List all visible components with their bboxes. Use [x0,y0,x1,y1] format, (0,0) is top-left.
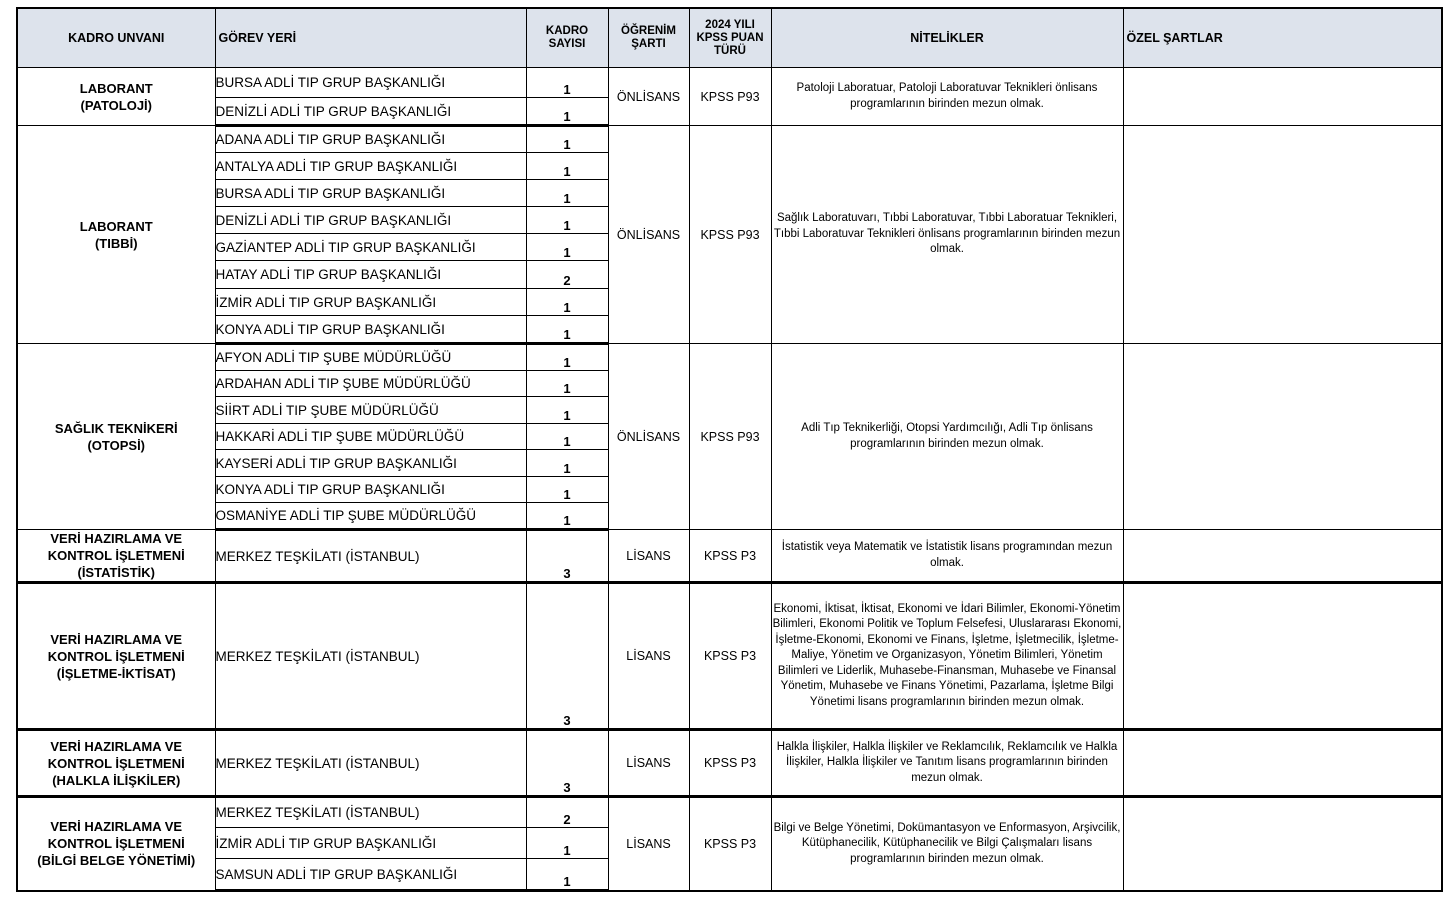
nitelikler-cell: İstatistik veya Matematik ve İstatistik lisans programından mezun olmak. [771,530,1123,583]
kadro-table [16,7,1443,892]
kadro-sayisi-cell: 1 [526,859,608,891]
kadro-unvani-line: KONTROL İŞLETMENİ [47,548,185,563]
ozel-sartlar-cell [1123,730,1442,797]
kadro-unvani-cell [17,583,215,730]
kadro-unvani-cell [17,797,215,891]
ozel-sartlar-cell [1123,797,1442,891]
gorev-yeri-cell: BURSA ADLİ TIP GRUP BAŞKANLIĞI [215,180,526,207]
kadro-sayisi-cell: 1 [526,180,608,207]
gorev-yeri-cell: MERKEZ TEŞKİLATI (İSTANBUL) [215,797,526,828]
gorev-yeri-cell: İZMİR ADLİ TIP GRUP BAŞKANLIĞI [215,828,526,859]
table-row [17,730,1442,797]
kadro-sayisi-cell: 1 [526,424,608,450]
kadro-unvani-line: (İŞLETME-İKTİSAT) [56,665,176,681]
nitelikler-cell: Ekonomi, İktisat, İktisat, Ekonomi ve İdari Bilimler, Ekonomi-Yönetim Bilimleri, Ekonomi Politik ve Toplum Felsefesi, Uluslararası Ekonomi, İşletme-Ekonomi, Ekonomi ve Finans, İşletme, İşletmecilik, İşletme-Maliye, Yönetim ve Organizasyon, Yönetim Bilimleri, Yönetim Bilimleri ve Liderlik, Muhasebe-Finansman, Muhasebe ve Finansal Yönetim, Muhasebe ve Finans Yönetimi, Pazarlama, İşletme Bilgi Yönetimi lisans programlarının birinden mezun olmak. [771,583,1123,730]
gorev-yeri-cell: ARDAHAN ADLİ TIP ŞUBE MÜDÜRLÜĞÜ [215,371,526,397]
kadro-sayisi-cell: 1 [526,289,608,316]
gorev-yeri-cell: ANTALYA ADLİ TIP GRUP BAŞKANLIĞI [215,153,526,180]
kpss-puan-turu-cell: KPSS P3 [689,583,771,730]
nitelikler-cell: Patoloji Laboratuar, Patoloji Laboratuvar Teknikleri önlisans programlarının birinden mezun olmak. [771,68,1123,126]
nitelikler-cell: Adli Tıp Teknikerliği, Otopsi Yardımcılığı, Adli Tıp önlisans programlarının birinden mezun olmak. [771,344,1123,530]
kadro-sayisi-cell: 1 [526,126,608,153]
ozel-sartlar-cell [1123,530,1442,583]
header-row [17,8,1442,68]
kadro-sayisi-cell: 1 [526,344,608,371]
kadro-sayisi-cell: 3 [526,730,608,797]
ozel-sartlar-cell [1123,68,1442,126]
gorev-yeri-cell: HATAY ADLİ TIP GRUP BAŞKANLIĞI [215,261,526,289]
kadro-unvani-line: (TIBBİ) [94,235,138,251]
gorev-yeri-cell: HAKKARİ ADLİ TIP ŞUBE MÜDÜRLÜĞÜ [215,424,526,450]
gorev-yeri-cell: DENİZLİ ADLİ TIP GRUP BAŞKANLIĞI [215,98,526,126]
header-kadro-sayisi: KADRO SAYISI [526,8,608,68]
gorev-yeri-cell: MERKEZ TEŞKİLATI (İSTANBUL) [215,583,526,730]
kadro-sayisi-cell: 1 [526,234,608,261]
header-kadro-unvani: KADRO UNVANI [17,8,215,68]
kadro-unvani-cell [17,530,215,583]
kadro-sayisi-cell: 1 [526,207,608,234]
kpss-puan-turu-cell: KPSS P93 [689,126,771,344]
kpss-puan-turu-cell: KPSS P3 [689,530,771,583]
table-row [17,68,1442,98]
gorev-yeri-cell: BURSA ADLİ TIP GRUP BAŞKANLIĞI [215,68,526,98]
ogrenim-sarti-cell: ÖNLİSANS [608,68,689,126]
kadro-unvani-line: LABORANT [79,80,153,96]
kadro-sayisi-cell: 1 [526,477,608,503]
nitelikler-cell: Bilgi ve Belge Yönetimi, Dokümantasyon ve Enformasyon, Arşivcilik, Kütüphanecilik, Kütüphanecilik ve Bilgi Çalışmaları lisans programlarının birinden mezun olmak. [771,797,1123,891]
kadro-sayisi-cell: 1 [526,828,608,859]
header-kpss-puan-turu: 2024 YILI KPSS PUAN TÜRÜ [689,8,771,68]
kadro-sayisi-cell: 1 [526,316,608,344]
gorev-yeri-cell: OSMANİYE ADLİ TIP ŞUBE MÜDÜRLÜĞÜ [215,503,526,530]
table-row [17,583,1442,730]
kadro-sayisi-cell: 1 [526,68,608,98]
kadro-unvani-line: (BİLGİ BELGE YÖNETİMİ) [37,853,196,869]
kadro-sayisi-cell: 1 [526,153,608,180]
gorev-yeri-cell: SİİRT ADLİ TIP ŞUBE MÜDÜRLÜĞÜ [215,397,526,424]
kadro-sayisi-cell: 3 [526,583,608,730]
ozel-sartlar-cell [1123,344,1442,530]
table-body [17,68,1442,891]
table-row [17,530,1442,583]
kadro-unvani-line: (HALKLA İLİŞKİLER) [52,772,181,788]
ozel-sartlar-cell [1123,126,1442,344]
kpss-puan-turu-cell: KPSS P3 [689,730,771,797]
kadro-sayisi-cell: 1 [526,371,608,397]
kadro-unvani-line: KONTROL İŞLETMENİ [47,836,185,852]
gorev-yeri-cell: İZMİR ADLİ TIP GRUP BAŞKANLIĞI [215,289,526,316]
gorev-yeri-cell: KONYA ADLİ TIP GRUP BAŞKANLIĞI [215,316,526,344]
kadro-unvani-line: KONTROL İŞLETMENİ [47,755,185,771]
kadro-unvani-cell [17,344,215,530]
gorev-yeri-cell: DENİZLİ ADLİ TIP GRUP BAŞKANLIĞI [215,207,526,234]
gorev-yeri-cell: KONYA ADLİ TIP GRUP BAŞKANLIĞI [215,477,526,503]
kadro-sayisi-cell: 2 [526,797,608,828]
kadro-unvani-cell [17,68,215,126]
ogrenim-sarti-cell: LİSANS [608,797,689,891]
kadro-unvani-line: SAĞLIK TEKNİKERİ [54,420,178,436]
kadro-sayisi-cell: 2 [526,261,608,289]
kpss-puan-turu-cell: KPSS P93 [689,344,771,530]
header-nitelikler: NİTELİKLER [771,8,1123,68]
kadro-unvani-line: VERİ HAZIRLAMA VE [50,631,183,647]
kadro-unvani-line: KONTROL İŞLETMENİ [47,648,185,664]
gorev-yeri-cell: MERKEZ TEŞKİLATI (İSTANBUL) [215,730,526,797]
ogrenim-sarti-cell: LİSANS [608,730,689,797]
nitelikler-cell: Sağlık Laboratuvarı, Tıbbi Laboratuvar, Tıbbi Laboratuar Teknikleri, Tıbbi Laboratuvar Teknikleri önlisans programlarının birinden mezun olmak. [771,126,1123,344]
gorev-yeri-cell: ADANA ADLİ TIP GRUP BAŞKANLIĞI [215,126,526,153]
gorev-yeri-cell: MERKEZ TEŞKİLATI (İSTANBUL) [215,530,526,583]
header-ozel-sartlar: ÖZEL ŞARTLAR [1123,8,1442,68]
kadro-sayisi-cell: 1 [526,450,608,477]
table-row [17,344,1442,371]
ogrenim-sarti-cell: LİSANS [608,583,689,730]
kadro-sayisi-cell: 1 [526,397,608,424]
gorev-yeri-cell: KAYSERİ ADLİ TIP GRUP BAŞKANLIĞI [215,450,526,477]
kadro-unvani-line: VERİ HAZIRLAMA VE [50,819,183,835]
ogrenim-sarti-cell: ÖNLİSANS [608,344,689,530]
kadro-unvani-line: (OTOPSİ) [87,437,146,453]
kadro-sayisi-cell: 3 [526,530,608,583]
table-row [17,126,1442,153]
header-gorev-yeri: GÖREV YERİ [215,8,526,68]
kadro-unvani-line: (İSTATİSTİK) [77,565,155,580]
table-row [17,797,1442,828]
kpss-puan-turu-cell: KPSS P3 [689,797,771,891]
ozel-sartlar-cell [1123,583,1442,730]
kpss-puan-turu-cell: KPSS P93 [689,68,771,126]
gorev-yeri-cell: AFYON ADLİ TIP ŞUBE MÜDÜRLÜĞÜ [215,344,526,371]
kadro-unvani-cell [17,730,215,797]
kadro-unvani-line: VERİ HAZIRLAMA VE [50,531,183,546]
kadro-unvani-line: VERİ HAZIRLAMA VE [50,738,183,754]
ogrenim-sarti-cell: LİSANS [608,530,689,583]
kadro-unvani-line: LABORANT [79,218,153,234]
kadro-unvani-line: (PATOLOJİ) [80,97,152,113]
nitelikler-cell: Halkla İlişkiler, Halkla İlişkiler ve Reklamcılık, Reklamcılık ve Halkla İlişkiler, Halkla İlişkiler ve Tanıtım lisans programlarının birinden mezun olmak. [771,730,1123,797]
header-ogrenim-sarti: ÖĞRENİM ŞARTI [608,8,689,68]
gorev-yeri-cell: GAZİANTEP ADLİ TIP GRUP BAŞKANLIĞI [215,234,526,261]
gorev-yeri-cell: SAMSUN ADLİ TIP GRUP BAŞKANLIĞI [215,859,526,891]
kadro-unvani-cell [17,126,215,344]
ogrenim-sarti-cell: ÖNLİSANS [608,126,689,344]
kadro-sayisi-cell: 1 [526,98,608,126]
kadro-sayisi-cell: 1 [526,503,608,530]
